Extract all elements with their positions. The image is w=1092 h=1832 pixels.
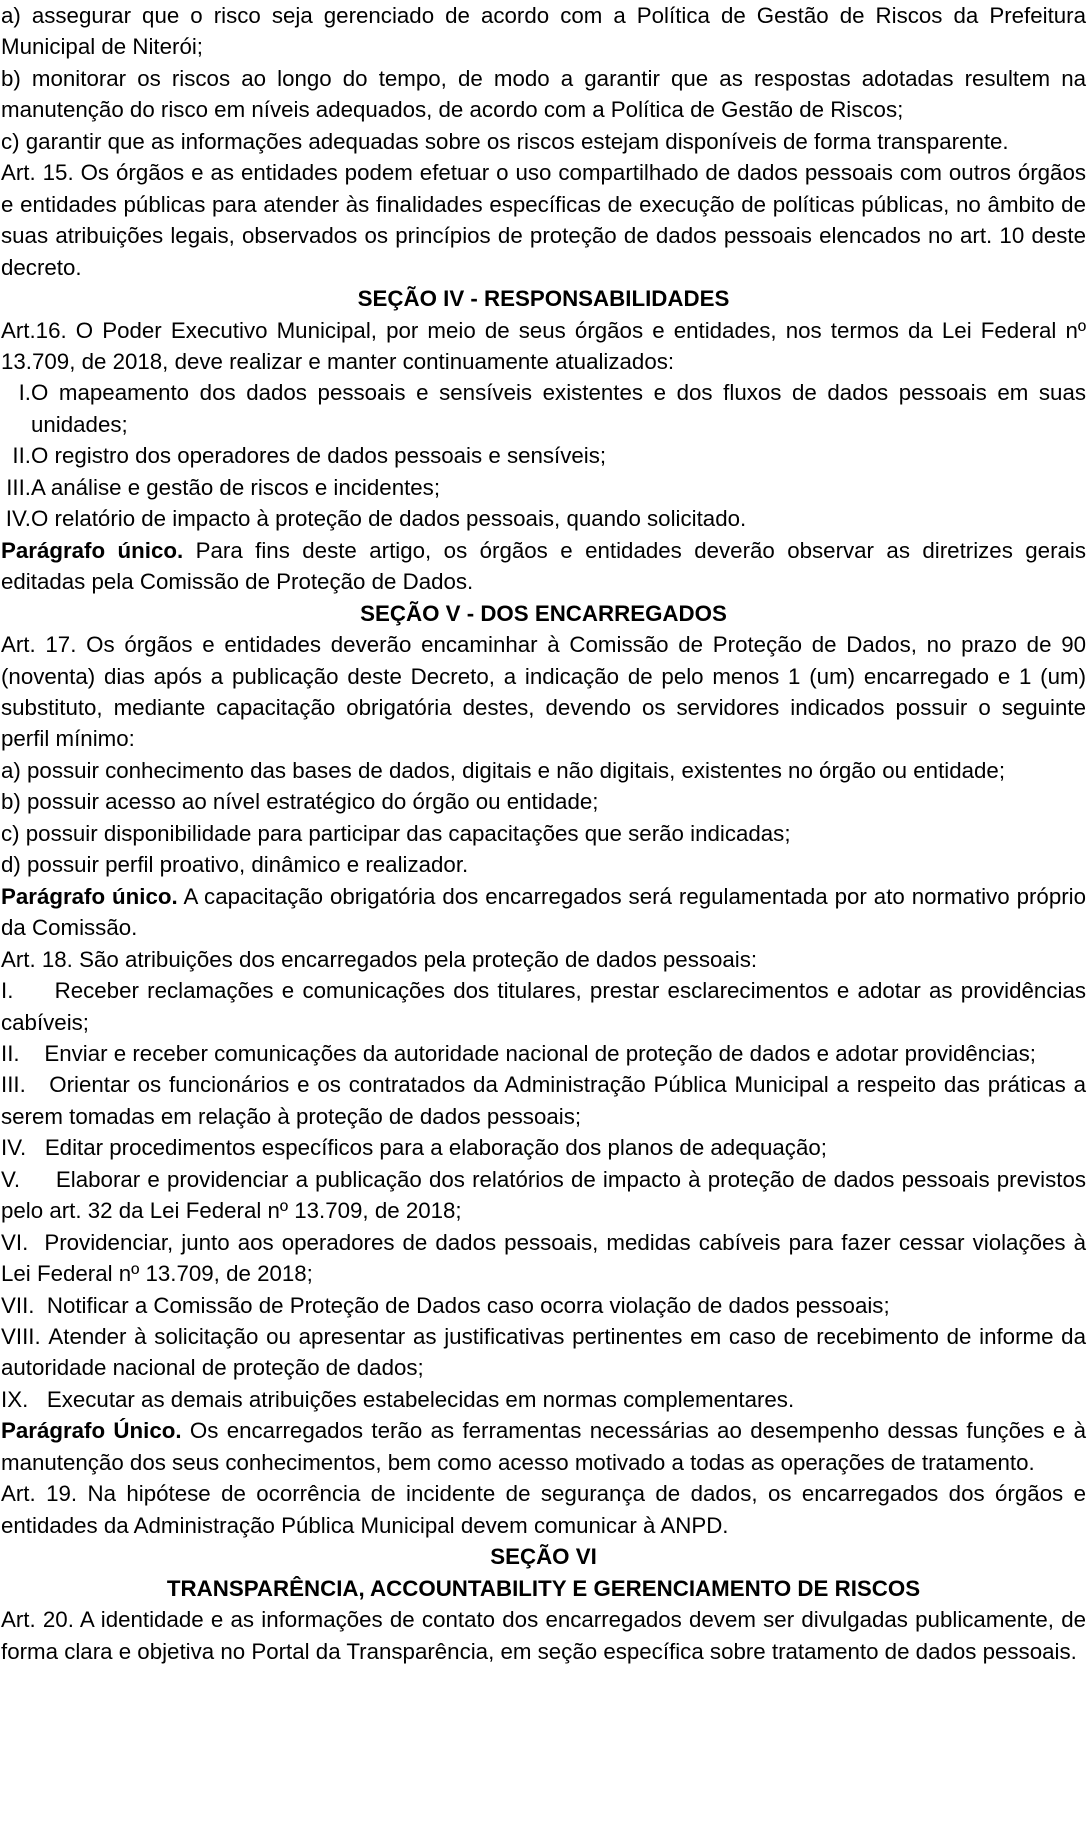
item-text: Atender à solicitação ou apresentar as justificativas pertinentes em caso de recebimento de informe da autoridade nacional de proteção de dados;	[1, 1324, 1086, 1381]
article-16: Art.16. O Poder Executivo Municipal, por meio de seus órgãos e entidades, nos termos da Lei Federal nº 13.709, de 2018, deve realizar e manter continuamente atualizados:	[1, 317, 1086, 374]
section-heading-vi: SEÇÃO VI	[490, 1544, 597, 1570]
article-17-item-b: b) possuir acesso ao nível estratégico do órgão ou entidade;	[1, 789, 599, 815]
article-18-item	[1, 1132, 1086, 1163]
article-17: Art. 17. Os órgãos e entidades deverão encaminhar à Comissão de Proteção de Dados, no prazo de 90 (noventa) dias após a publicação deste Decreto, a indicação de pelo menos 1 (um) encarregado e 1 (um) substituto, mediante capacitação obrigatória destes, devendo os servidores indicados possuir o seguinte perfil mínimo:	[1, 632, 1086, 752]
item-text: Elaborar e providenciar a publicação dos relatórios de impacto à proteção de dados pessoais previstos pelo art. 32 da Lei Federal nº 13.709, de 2018;	[1, 1166, 1086, 1224]
article-15: Art. 15. Os órgãos e as entidades podem efetuar o uso compartilhado de dados pessoais com outros órgãos e entidades públicas para atender às finalidades específicas de execução de políticas públicas, no âmbito de suas atribuições legais, observados os princípios de proteção de dados pessoais elencados no art. 10 deste decreto.	[1, 160, 1086, 280]
item-text: Receber reclamações e comunicações dos titulares, prestar esclarecimentos e adotar as providências cabíveis;	[1, 978, 1086, 1035]
section-heading-vi-title: TRANSPARÊNCIA, ACCOUNTABILITY E GERENCIAMENTO DE RISCOS	[166, 1575, 921, 1601]
item-text: Executar as demais atribuições estabelecidas em normas complementares.	[46, 1386, 795, 1412]
item-number: VIII.	[1, 1324, 41, 1350]
article-18-item	[1, 1069, 1086, 1132]
paragraph-unico-17	[1, 881, 1086, 944]
item-text: Orientar os funcionários e os contratados da Administração Pública Municipal a respeito das práticas a serem tomadas em relação à proteção de dados pessoais;	[1, 1072, 1086, 1129]
item-number: V.	[1, 1166, 21, 1192]
article-18-item	[1, 1038, 1086, 1069]
paragraph-risk-b: b) monitorar os riscos ao longo do tempo, de modo a garantir que as respostas adotadas resultem na manutenção do risco em níveis adequados, de acordo com a Política de Gestão de Riscos;	[1, 65, 1086, 123]
item-text: Enviar e receber comunicações da autoridade nacional de proteção de dados e adotar providências;	[44, 1040, 1036, 1066]
item-number: VI.	[1, 1229, 29, 1255]
paragraph-risk-a: a) assegurar que o risco seja gerenciado de acordo com a Política de Gestão de Riscos da Prefeitura Municipal de Niterói;	[1, 3, 1086, 60]
paragraph-unico-18	[1, 1415, 1086, 1478]
item-text: O registro dos operadores de dados pessoais e sensíveis;	[31, 443, 607, 469]
article-16-item	[1, 377, 1086, 440]
item-number: I.	[18, 380, 31, 406]
article-18-item	[1, 1290, 1086, 1321]
item-text: Notificar a Comissão de Proteção de Dados caso ocorra violação de dados pessoais;	[46, 1292, 890, 1318]
paragraph-label: Parágrafo único.	[1, 883, 178, 909]
article-20: Art. 20. A identidade e as informações de contato dos encarregados devem ser divulgadas publicamente, de forma clara e objetiva no Portal da Transparência, em seção específica sobre tratamento de dados pessoais.	[1, 1607, 1086, 1664]
item-number: IV.	[5, 506, 31, 532]
paragraph-text: Para fins deste artigo, os órgãos e entidades deverão observar as diretrizes gerais editadas pela Comissão de Proteção de Dados.	[1, 537, 1087, 595]
item-number: II.	[12, 443, 31, 469]
item-number: II.	[1, 1040, 20, 1066]
item-number: III.	[1, 1072, 26, 1098]
section-heading-v: SEÇÃO V - DOS ENCARREGADOS	[360, 600, 727, 626]
section-heading-iv: SEÇÃO IV - RESPONSABILIDADES	[357, 286, 730, 312]
item-text: Editar procedimentos específicos para a elaboração dos planos de adequação;	[44, 1135, 827, 1161]
paragraph-text: Os encarregados terão as ferramentas necessárias ao desempenho dessas funções e à manutenção dos seus conhecimentos, bem como acesso motivado a todas as operações de tratamento.	[1, 1418, 1086, 1475]
article-16-item	[1, 440, 1086, 471]
article-18: Art. 18. São atribuições dos encarregados pela proteção de dados pessoais:	[1, 946, 758, 972]
paragraph-label: Parágrafo Único.	[1, 1418, 182, 1444]
article-17-item-d: d) possuir perfil proativo, dinâmico e realizador.	[1, 852, 469, 878]
paragraph-text: A capacitação obrigatória dos encarregados será regulamentada por ato normativo próprio da Comissão.	[1, 883, 1087, 941]
item-number: I.	[1, 978, 14, 1004]
item-text: O mapeamento dos dados pessoais e sensíveis existentes e dos fluxos de dados pessoais em suas unidades;	[31, 380, 1086, 437]
paragraph-label: Parágrafo único.	[1, 537, 184, 563]
article-18-item	[1, 1164, 1086, 1227]
article-19: Art. 19. Na hipótese de ocorrência de incidente de segurança de dados, os encarregados dos órgãos e entidades da Administração Pública Municipal devem comunicar à ANPD.	[1, 1481, 1086, 1538]
paragraph-unico-16	[1, 535, 1086, 598]
article-17-item-c: c) possuir disponibilidade para participar das capacitações que serão indicadas;	[1, 820, 791, 846]
item-number: VII.	[1, 1292, 35, 1318]
item-text: A análise e gestão de riscos e incidentes;	[31, 474, 441, 500]
item-number: IV.	[1, 1135, 27, 1161]
paragraph-risk-c: c) garantir que as informações adequadas sobre os riscos estejam disponíveis de forma transparente.	[1, 128, 1009, 154]
item-text: O relatório de impacto à proteção de dados pessoais, quando solicitado.	[31, 506, 747, 532]
item-text: Providenciar, junto aos operadores de dados pessoais, medidas cabíveis para fazer cessar violações à Lei Federal nº 13.709, de 2018;	[1, 1229, 1086, 1287]
item-number: IX.	[1, 1386, 29, 1412]
article-17-item-a: a) possuir conhecimento das bases de dados, digitais e não digitais, existentes no órgão ou entidade;	[1, 757, 1006, 783]
article-18-item	[1, 975, 1086, 1038]
item-number: III.	[6, 474, 31, 500]
article-16-item	[1, 472, 1086, 503]
article-16-item	[1, 503, 1086, 534]
article-18-item	[1, 1384, 1086, 1415]
article-18-item	[1, 1227, 1086, 1290]
article-18-item	[1, 1321, 1086, 1384]
